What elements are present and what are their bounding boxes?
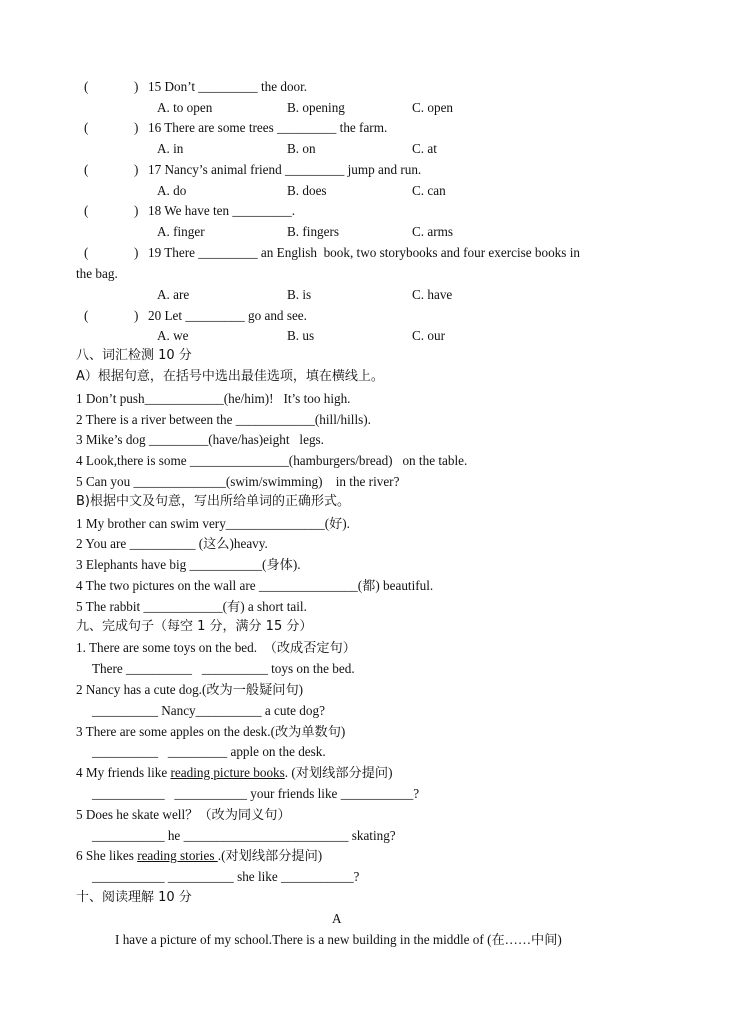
option-b: B. us: [287, 328, 315, 343]
vocab-b-item-1: 1 My brother can swim very_______________(好).: [76, 516, 350, 531]
option-a: A. are: [157, 287, 190, 302]
question-stem: 19 There _________ an English book, two storybooks and four exercise books in: [148, 245, 580, 260]
question-stem: 17 Nancy’s animal friend _________ jump and run.: [148, 162, 422, 177]
question-stem: 18 We have ten _________.: [148, 203, 296, 218]
option-a: A. we: [157, 328, 189, 343]
answer-paren-open: (: [84, 245, 89, 260]
sentence-q1-answer: There __________ __________ toys on the bed.: [92, 661, 355, 676]
answer-paren-close: ): [134, 162, 139, 177]
option-a: A. to open: [157, 100, 213, 115]
answer-paren-close: ): [134, 203, 139, 218]
sentence-q5: 5 Does he skate well？（改为同义句）: [76, 807, 291, 822]
sentence-q5-answer: ___________ he _________________________ skating?: [92, 828, 396, 843]
option-c: C. have: [412, 287, 453, 302]
sentence-q6: [76, 848, 322, 864]
option-c: C. arms: [412, 224, 454, 239]
vocab-b-item-3: 3 Elephants have big ___________(身体).: [76, 557, 301, 572]
vocab-b-item-4: 4 The two pictures on the wall are _______________(都) beautiful.: [76, 578, 434, 593]
answer-paren-close: ): [134, 245, 139, 260]
option-b: B. on: [287, 141, 316, 156]
option-a: A. do: [157, 183, 187, 198]
answer-paren-close: ): [134, 120, 139, 135]
question-stem: 15 Don’t _________ the door.: [148, 79, 308, 94]
option-c: C. open: [412, 100, 454, 115]
sentence-q4-underlined: reading picture books: [170, 765, 285, 780]
answer-paren-open: (: [84, 203, 89, 218]
option-b: B. is: [287, 287, 312, 302]
sentence-q2-answer: __________ Nancy__________ a cute dog?: [92, 703, 325, 718]
answer-paren-open: (: [84, 162, 89, 177]
sentence-q6-answer: ___________ __________ she like ___________?: [92, 869, 360, 884]
sentence-q1: 1. There are some toys on the bed. （改成否定句）: [76, 640, 356, 655]
option-c: C. can: [412, 183, 446, 198]
answer-paren-open: (: [84, 120, 89, 135]
answer-paren-open: (: [84, 308, 89, 323]
sentence-q4-suffix: . (对划线部分提问): [284, 765, 393, 780]
option-b: B. fingers: [287, 224, 340, 239]
sentence-q6-suffix: .(对划线部分提问): [217, 848, 323, 863]
sentence-q4-answer: ___________ ___________ your friends like ___________?: [92, 786, 420, 801]
vocab-a-item-1: 1 Don’t push____________(he/him)! It’s too high.: [76, 391, 351, 406]
question-stem-continued: the bag.: [76, 266, 118, 281]
section-9-title: 九、完成句子（每空 1 分，满分 15 分）: [76, 619, 313, 634]
sentence-q4: [76, 765, 392, 781]
question-stem: 20 Let _________ go and see.: [148, 308, 307, 323]
option-c: C. our: [412, 328, 445, 343]
sentence-q6-underlined: reading stories: [137, 848, 218, 863]
option-a: A. in: [157, 141, 184, 156]
vocab-a-item-3: 3 Mike’s dog _________(have/has)eight legs.: [76, 432, 324, 447]
answer-paren-open: (: [84, 79, 89, 94]
option-a: A. finger: [157, 224, 205, 239]
sentence-q2: 2 Nancy has a cute dog.(改为一般疑问句): [76, 682, 304, 697]
section-8-part-b-instruction: B)根据中文及句意，写出所给单词的正确形式。: [76, 494, 350, 509]
sentence-q4-prefix: 4 My friends like: [76, 765, 171, 780]
option-c: C. at: [412, 141, 437, 156]
vocab-b-item-2: 2 You are __________ (这么)heavy.: [76, 536, 268, 551]
sentence-q6-prefix: 6 She likes: [76, 848, 138, 863]
section-10-title: 十、阅读理解 10 分: [76, 890, 192, 905]
section-8-part-a-instruction: A）根据句意，在括号中选出最佳选项，填在横线上。: [76, 369, 384, 384]
answer-paren-close: ): [134, 308, 139, 323]
option-b: B. does: [287, 183, 327, 198]
passage-first-line: I have a picture of my school.There is a new building in the middle of (在……中间): [115, 932, 562, 947]
sentence-q3-answer: __________ _________ apple on the desk.: [92, 744, 326, 759]
vocab-a-item-5: 5 Can you ______________(swim/swimming) in the river?: [76, 474, 400, 489]
passage-heading: A: [332, 911, 342, 926]
question-stem: 16 There are some trees _________ the farm.: [148, 120, 388, 135]
answer-paren-close: ): [134, 79, 139, 94]
vocab-b-item-5: 5 The rabbit ____________(有) a short tail.: [76, 599, 307, 614]
vocab-a-item-2: 2 There is a river between the ____________(hill/hills).: [76, 412, 371, 427]
vocab-a-item-4: 4 Look,there is some _______________(hamburgers/bread) on the table.: [76, 453, 468, 468]
sentence-q3: 3 There are some apples on the desk.(改为单数句): [76, 724, 346, 739]
option-b: B. opening: [287, 100, 345, 115]
section-8-title: 八、词汇检测 10 分: [76, 348, 192, 363]
